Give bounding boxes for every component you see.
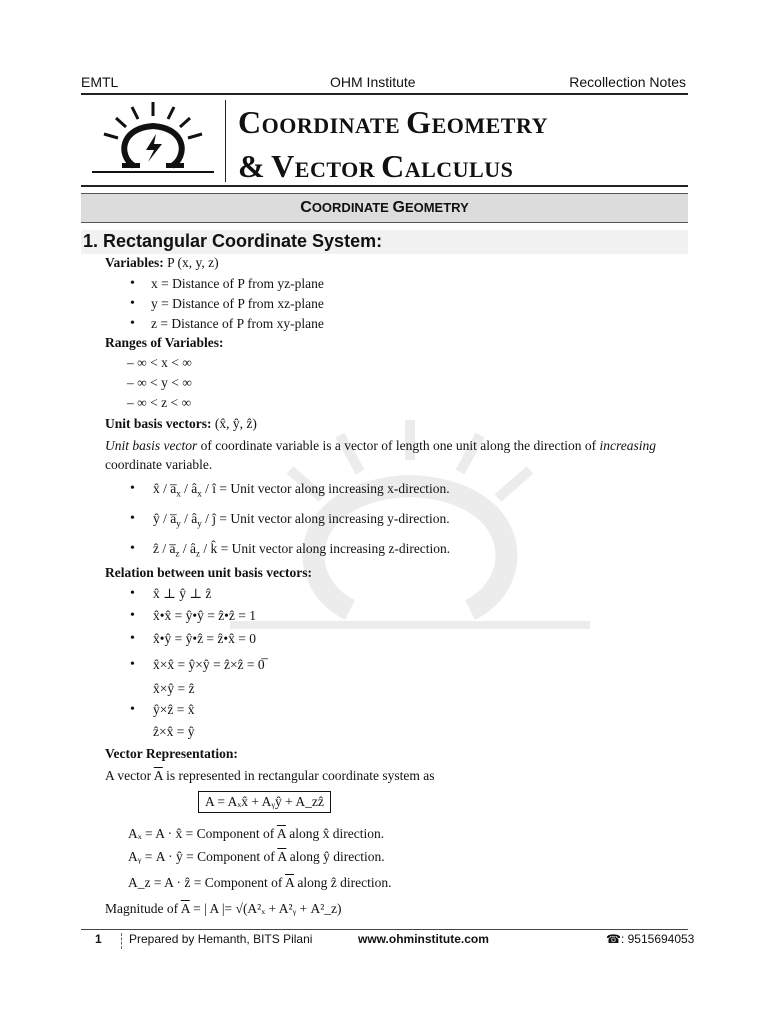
unit-sub: x	[176, 488, 181, 499]
relation-item-2: x̂•x̂ = ŷ•ŷ = ẑ•ẑ = 1	[153, 608, 257, 623]
unit-desc-mid: of coordinate variable is a vector of length one unit along the direction of	[197, 438, 600, 453]
unit-row	[105, 416, 257, 432]
header-right: Recollection Notes	[569, 74, 686, 90]
component-mid: = A · ẑ = Component of	[150, 875, 285, 890]
unit-description	[105, 438, 656, 454]
unit-text: = Unit vector along increasing z-direction.	[217, 541, 451, 556]
relation-item-1: x̂ ⊥ ŷ ⊥ ẑ	[153, 586, 212, 601]
header-rule	[81, 93, 688, 95]
unit-item-z	[153, 541, 450, 559]
relation-item-3: x̂•ŷ = ŷ•ẑ = ẑ•x̂ = 0	[153, 631, 257, 646]
component-y	[128, 849, 385, 865]
bullet-icon: •	[130, 702, 135, 717]
vector-symbol: $\overline{A}$	[180, 901, 190, 916]
component-lhs: Aᵧ	[128, 849, 142, 864]
variables-label: Variables:	[105, 255, 164, 270]
unit-text: = Unit vector along increasing y-direction.	[216, 511, 450, 526]
unit-item-y	[153, 511, 450, 529]
relation-item-6: ŷ×ẑ = x̂	[153, 702, 195, 717]
vector-intro	[105, 768, 435, 784]
component-x	[128, 826, 384, 842]
variable-item-x: x = Distance of P from yz-plane	[151, 276, 324, 291]
bullet-icon: •	[130, 631, 135, 646]
unit-sym: / k̂	[200, 541, 218, 556]
magnitude-b: = | A |= √(A²ₓ + A²ᵧ + A²_z)	[189, 901, 342, 916]
unit-sym: / î	[201, 481, 217, 496]
component-lhs: A_z	[128, 875, 151, 890]
unit-label: Unit basis vectors:	[105, 416, 212, 431]
title-rule	[81, 185, 688, 187]
page-number: 1	[95, 932, 102, 946]
unit-desc-line-2: coordinate variable.	[105, 457, 213, 472]
ohm-logo-icon	[92, 100, 214, 178]
vector-label: Vector Representation:	[105, 746, 238, 761]
vector-symbol: $\overline{A}$	[276, 826, 286, 841]
footer-separator	[121, 933, 122, 949]
vector-intro-b: is represented in rectangular coordinate system as	[162, 768, 435, 783]
section-heading: 1. Rectangular Coordinate System:	[83, 231, 383, 251]
unit-sub: y	[197, 518, 202, 529]
unit-sub: x	[197, 488, 202, 499]
component-tail: along x̂ direction.	[285, 826, 385, 841]
relation-item-4: x̂×x̂ = ŷ×ŷ = ẑ×ẑ = 0̅	[153, 657, 265, 672]
unit-desc-italic-1: Unit basis vector	[105, 438, 198, 453]
unit-value: (x̂, ŷ, ẑ)	[214, 416, 257, 431]
relation-item-7: ẑ×x̂ = ŷ	[153, 724, 195, 739]
bullet-icon: •	[130, 586, 135, 601]
bullet-icon: •	[130, 657, 135, 672]
footer-rule	[81, 929, 688, 930]
component-lhs: Aₓ	[128, 826, 142, 841]
section-band	[81, 193, 688, 223]
ranges-label: Ranges of Variables:	[105, 335, 224, 350]
unit-sym: / â	[180, 481, 198, 496]
vector-intro-a: A vector	[105, 768, 154, 783]
range-z: – ∞ < z < ∞	[127, 395, 192, 410]
relation-item-5: x̂×ŷ = ẑ	[153, 681, 195, 696]
unit-sym: x̂ / a̅	[153, 481, 177, 496]
unit-sub: y	[176, 518, 181, 529]
component-mid: = A · x̂ = Component of	[141, 826, 277, 841]
footer-site[interactable]: www.ohminstitute.com	[358, 932, 489, 946]
relation-label: Relation between unit basis vectors:	[105, 565, 312, 580]
section-heading-bar	[81, 230, 688, 254]
unit-sub: z	[196, 548, 200, 559]
unit-item-x	[153, 481, 450, 499]
phone-icon: ☎	[606, 932, 621, 946]
unit-sym: / ĵ	[201, 511, 217, 526]
unit-sym: ŷ / a̅	[153, 511, 177, 526]
magnitude-row	[105, 901, 342, 917]
range-y: – ∞ < y < ∞	[127, 375, 192, 390]
bullet-icon: •	[130, 541, 135, 556]
unit-sub: z	[175, 548, 180, 559]
title-line-2: & VECTOR CALCULUS	[238, 148, 514, 184]
variable-item-z: z = Distance of P from xy-plane	[151, 316, 324, 331]
component-mid: = A · ŷ = Component of	[141, 849, 278, 864]
component-z	[128, 875, 391, 891]
vector-symbol: $\overline{A}$	[284, 875, 294, 890]
range-x: – ∞ < x < ∞	[127, 355, 192, 370]
unit-sym: ẑ / a̅	[153, 541, 176, 556]
component-tail: along ŷ direction.	[286, 849, 385, 864]
title-divider	[225, 100, 226, 182]
unit-text: = Unit vector along increasing x-direction.	[216, 481, 450, 496]
bullet-icon: •	[130, 481, 135, 496]
component-tail: along ẑ direction.	[294, 875, 392, 890]
footer-phone	[606, 932, 694, 946]
header-left: EMTL	[81, 74, 119, 90]
variables-row	[105, 255, 219, 271]
footer-phone-number: : 9515694053	[620, 932, 695, 946]
footer-prepared: Prepared by Hemanth, BITS Pilani	[129, 932, 313, 946]
vector-symbol: $\overline{A}$	[277, 849, 287, 864]
header-center: OHM Institute	[330, 74, 416, 90]
vector-formula-box: A = Aₓx̂ + Aᵧŷ + A_zẑ	[198, 791, 331, 813]
variables-value: P (x, y, z)	[167, 255, 219, 270]
unit-sym: / â	[180, 511, 198, 526]
vector-symbol: $\overline{A}$	[153, 768, 163, 783]
bullet-icon: •	[130, 511, 135, 526]
bullet-icon: •	[130, 608, 135, 623]
title-line-1: COORDINATE GEOMETRY	[238, 104, 548, 140]
unit-desc-italic-2: increasing	[599, 438, 656, 453]
variable-item-y: y = Distance of P from xz-plane	[151, 296, 324, 311]
unit-sym: / â	[179, 541, 196, 556]
band-title: COORDINATE GEOMETRY	[300, 199, 469, 216]
bullet-icon: •	[130, 276, 135, 291]
bullet-icon: •	[130, 316, 135, 331]
magnitude-a: Magnitude of	[105, 901, 181, 916]
bullet-icon: •	[130, 296, 135, 311]
